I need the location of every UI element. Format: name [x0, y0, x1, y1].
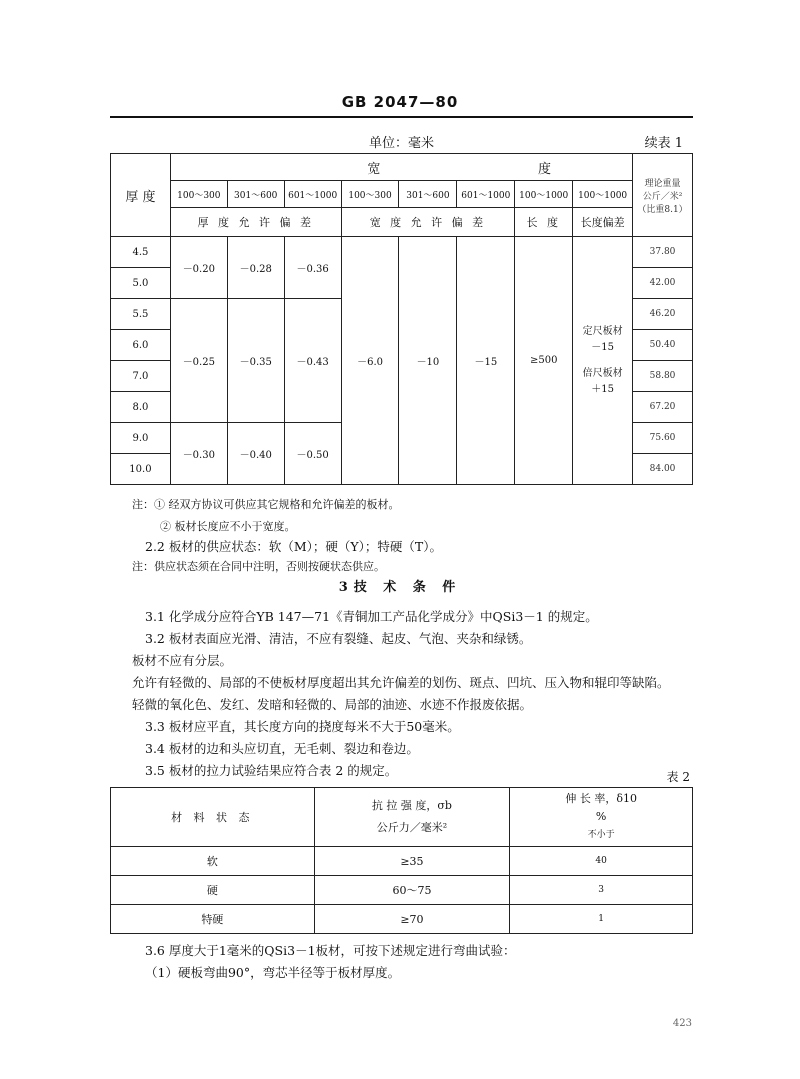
width-header-right: 度: [457, 154, 633, 181]
thickness-tol-cell: －0.35: [227, 299, 284, 423]
table-row: [111, 905, 693, 934]
thickness-tol-cell: －0.20: [170, 237, 227, 299]
supply-note: 注：供应状态须在合同中注明，否则按硬状态供应。: [132, 560, 385, 573]
table2-col-state: 材 料 状 态: [111, 788, 315, 847]
thickness-tolerance-header: 厚 度 允 许 偏 差: [170, 208, 341, 237]
weight-cell: 58.80: [633, 361, 693, 392]
thickness-tol-cell: －0.50: [284, 423, 341, 485]
paragraph: 允许有轻微的、局部的不使板材厚度超出其允许偏差的划伤、斑点、凹坑、压入物和辊印等缺陷。: [132, 675, 670, 690]
thickness-tol-cell: －0.36: [284, 237, 341, 299]
section-title: 3技 术 条 件: [338, 580, 462, 595]
thickness-cell: 8.0: [111, 392, 171, 423]
paragraph: 3.1 化学成分应符合YB 147—71《青铜加工产品化学成分》中QSi3－1 的规定。: [145, 609, 598, 624]
strength-cell: ≥70: [314, 905, 510, 934]
width-tol-cell: －10: [399, 237, 457, 485]
thickness-header: 厚 度: [111, 154, 171, 237]
state-cell: 特硬: [111, 905, 315, 934]
unit-label: 单位：毫米: [368, 136, 434, 151]
paragraph: 3.5 板材的拉力试验结果应符合表 2 的规定。: [145, 763, 398, 778]
table-row: [111, 876, 693, 905]
weight-cell: 37.80: [633, 237, 693, 268]
width-tol-cell: －15: [457, 237, 515, 485]
paragraph: 3.6 厚度大于1毫米的QSi3－1板材，可按下述规定进行弯曲试验：: [145, 943, 516, 958]
length-deviation-header: 长度偏差: [573, 208, 633, 237]
note-1: 注：① 经双方协议可供应其它规格和允许偏差的板材。: [132, 498, 400, 511]
width-range: 301～600: [227, 181, 284, 208]
length-header: 长 度: [515, 208, 573, 237]
width-range: 601～1000: [457, 181, 515, 208]
thickness-cell: 4.5: [111, 237, 171, 268]
elongation-cell: 1: [510, 905, 693, 934]
thickness-tol-cell: －0.40: [227, 423, 284, 485]
thickness-tol-cell: －0.28: [227, 237, 284, 299]
length-deviation-cell: 定尺板材 －15 倍尺板材 ＋15: [573, 237, 633, 485]
elongation-cell: 3: [510, 876, 693, 905]
supply-state: 2.2 板材的供应状态：软（M）；硬（Y）；特硬（T）。: [145, 539, 442, 554]
table1-caption: [110, 132, 693, 154]
paragraph: 3.4 板材的边和头应切直，无毛刺、裂边和卷边。: [145, 741, 419, 756]
width-range: 100～300: [170, 181, 227, 208]
width-tol-cell: －6.0: [341, 237, 399, 485]
length-cell: ≥500: [515, 237, 573, 485]
table2-col-elongation: 伸 长 率，δ10 % 不小于: [510, 788, 693, 847]
width-range: 601～1000: [284, 181, 341, 208]
width-header-left: 宽: [170, 154, 457, 181]
thickness-cell: 10.0: [111, 454, 171, 485]
thickness-cell: 6.0: [111, 330, 171, 361]
paragraph: 3.2 板材表面应光滑、清洁，不应有裂缝、起皮、气泡、夹杂和绿锈。: [145, 631, 532, 646]
paragraph: 板材不应有分层。: [132, 653, 233, 668]
weight-cell: 42.00: [633, 268, 693, 299]
thickness-cell: 9.0: [111, 423, 171, 454]
paragraph: （1）硬板弯曲90°，弯芯半径等于板材厚度。: [145, 965, 401, 980]
width-range: 100～300: [341, 181, 399, 208]
note-2: ② 板材长度应不小于宽度。: [160, 520, 296, 533]
thickness-tol-cell: －0.25: [170, 299, 227, 423]
thickness-tol-cell: －0.43: [284, 299, 341, 423]
table-1: [110, 153, 693, 485]
thickness-cell: 7.0: [111, 361, 171, 392]
weight-cell: 46.20: [633, 299, 693, 330]
thickness-cell: 5.5: [111, 299, 171, 330]
header-rule: [110, 116, 693, 118]
weight-cell: 67.20: [633, 392, 693, 423]
table-2: [110, 787, 693, 934]
paragraph: 轻微的氧化色、发红、发暗和轻微的、局部的油迹、水迹不作报废依据。: [132, 697, 533, 712]
weight-cell: 50.40: [633, 330, 693, 361]
continued-label: 续表 1: [644, 136, 683, 151]
strength-cell: 60～75: [314, 876, 510, 905]
width-range: 301～600: [399, 181, 457, 208]
page-number: 423: [672, 1018, 692, 1029]
thickness-cell: 5.0: [111, 268, 171, 299]
state-cell: 硬: [111, 876, 315, 905]
width-range: 100～1000: [573, 181, 633, 208]
table2-label: 表 2: [666, 770, 690, 784]
page-header: GB 2047—80: [341, 93, 459, 111]
width-range: 100～1000: [515, 181, 573, 208]
width-tolerance-header: 宽 度 允 许 偏 差: [341, 208, 515, 237]
weight-header: 理论重量 公斤／米² （比重8.1）: [633, 154, 693, 237]
table2-col-strength: 抗 拉 强 度，σb 公斤力／毫米²: [314, 788, 510, 847]
paragraph: 3.3 板材应平直，其长度方向的挠度每米不大于50毫米。: [145, 719, 460, 734]
state-cell: 软: [111, 847, 315, 876]
weight-cell: 75.60: [633, 423, 693, 454]
thickness-tol-cell: －0.30: [170, 423, 227, 485]
strength-cell: ≥35: [314, 847, 510, 876]
table-row: [111, 847, 693, 876]
weight-cell: 84.00: [633, 454, 693, 485]
elongation-cell: 40: [510, 847, 693, 876]
